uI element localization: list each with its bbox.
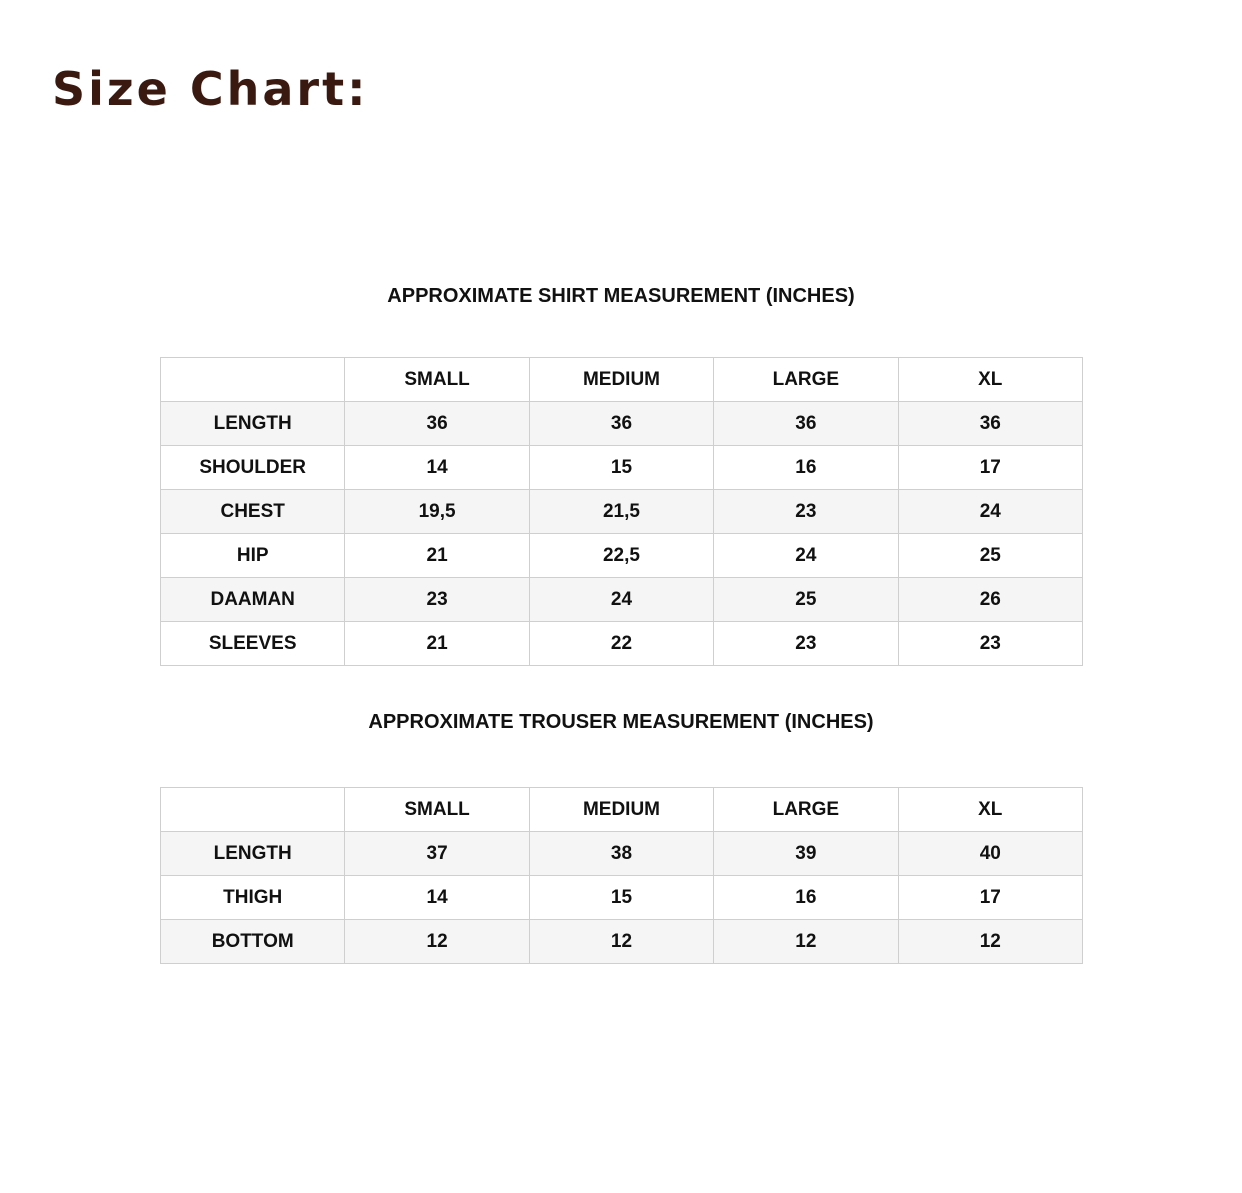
column-header-xl: XL — [898, 358, 1082, 402]
table-row — [161, 402, 1083, 446]
page-title: Size Chart: — [52, 62, 369, 116]
column-header-xl: XL — [898, 788, 1082, 832]
table-row — [161, 534, 1083, 578]
table-cell: 24 — [714, 534, 898, 578]
table-cell: 22,5 — [529, 534, 713, 578]
column-header-label — [161, 358, 345, 402]
column-header-small: SMALL — [345, 788, 529, 832]
table-cell: 25 — [714, 578, 898, 622]
table-cell: 12 — [898, 920, 1082, 964]
shirt-section-title: APPROXIMATE SHIRT MEASUREMENT (INCHES) — [387, 285, 855, 307]
table-cell: 36 — [529, 402, 713, 446]
table-cell: 16 — [714, 876, 898, 920]
table-cell: 23 — [714, 622, 898, 666]
table-cell: 14 — [345, 876, 529, 920]
table-cell: 21,5 — [529, 490, 713, 534]
table-cell: 17 — [898, 876, 1082, 920]
table-row — [161, 446, 1083, 490]
table-cell: 36 — [898, 402, 1082, 446]
table-row — [161, 920, 1083, 964]
row-label: THIGH — [161, 876, 345, 920]
row-label: BOTTOM — [161, 920, 345, 964]
column-header-small: SMALL — [345, 358, 529, 402]
column-header-medium: MEDIUM — [529, 788, 713, 832]
table-cell: 21 — [345, 622, 529, 666]
table-cell: 21 — [345, 534, 529, 578]
table-header-row — [161, 358, 1083, 402]
table-cell: 19,5 — [345, 490, 529, 534]
row-label: DAAMAN — [161, 578, 345, 622]
column-header-medium: MEDIUM — [529, 358, 713, 402]
column-header-label — [161, 788, 345, 832]
table-cell: 39 — [714, 832, 898, 876]
table-cell: 12 — [714, 920, 898, 964]
table-header-row — [161, 788, 1083, 832]
table-cell: 24 — [898, 490, 1082, 534]
table-cell: 23 — [714, 490, 898, 534]
row-label: HIP — [161, 534, 345, 578]
table-cell: 23 — [345, 578, 529, 622]
shirt-size-table — [160, 357, 1083, 666]
table-cell: 23 — [898, 622, 1082, 666]
table-cell: 15 — [529, 876, 713, 920]
table-cell: 36 — [345, 402, 529, 446]
row-label: SHOULDER — [161, 446, 345, 490]
table-cell: 14 — [345, 446, 529, 490]
table-cell: 12 — [529, 920, 713, 964]
row-label: LENGTH — [161, 402, 345, 446]
trouser-size-table — [160, 787, 1083, 964]
table-cell: 38 — [529, 832, 713, 876]
table-row — [161, 622, 1083, 666]
row-label: SLEEVES — [161, 622, 345, 666]
table-row — [161, 578, 1083, 622]
table-cell: 17 — [898, 446, 1082, 490]
table-row — [161, 876, 1083, 920]
table-cell: 12 — [345, 920, 529, 964]
table-cell: 15 — [529, 446, 713, 490]
column-header-large: LARGE — [714, 358, 898, 402]
trouser-section-title: APPROXIMATE TROUSER MEASUREMENT (INCHES) — [368, 711, 874, 733]
table-row — [161, 832, 1083, 876]
table-cell: 22 — [529, 622, 713, 666]
table-cell: 36 — [714, 402, 898, 446]
table-cell: 37 — [345, 832, 529, 876]
table-cell: 16 — [714, 446, 898, 490]
row-label: CHEST — [161, 490, 345, 534]
column-header-large: LARGE — [714, 788, 898, 832]
table-row — [161, 490, 1083, 534]
table-cell: 26 — [898, 578, 1082, 622]
table-cell: 24 — [529, 578, 713, 622]
table-cell: 40 — [898, 832, 1082, 876]
row-label: LENGTH — [161, 832, 345, 876]
table-cell: 25 — [898, 534, 1082, 578]
